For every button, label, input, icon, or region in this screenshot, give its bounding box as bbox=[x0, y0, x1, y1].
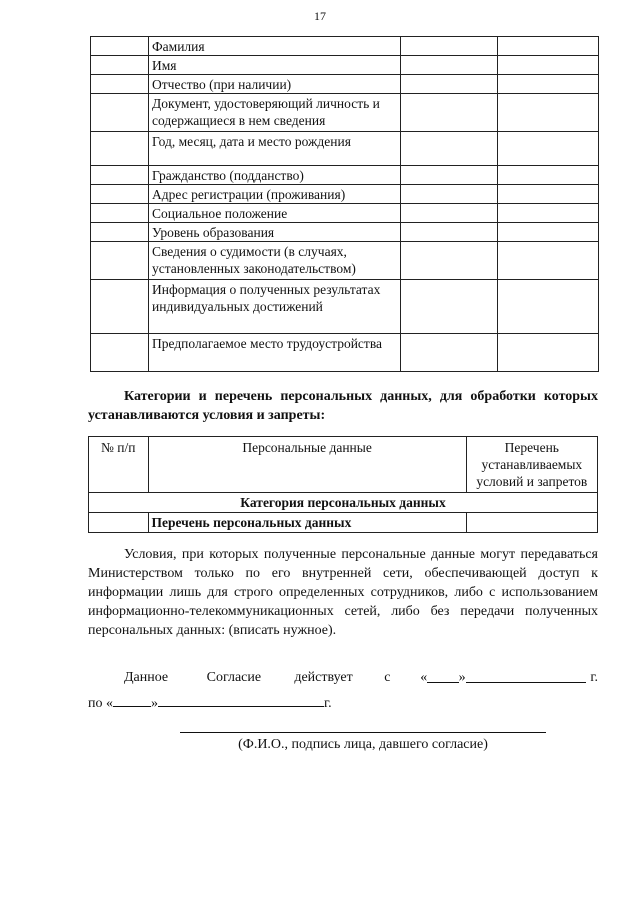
list-label: Перечень персональных данных bbox=[148, 513, 466, 533]
field-name-cell: Документ, удостоверяющий личность и содержащиеся в нем сведения bbox=[149, 94, 401, 132]
number-cell bbox=[91, 94, 149, 132]
number-cell bbox=[91, 56, 149, 75]
close-quote: » bbox=[458, 670, 466, 685]
field-value-cell[interactable] bbox=[401, 132, 498, 166]
number-cell bbox=[89, 513, 149, 533]
field-value-cell[interactable] bbox=[401, 223, 498, 242]
number-cell bbox=[91, 166, 149, 185]
table-row bbox=[91, 166, 599, 185]
table-row bbox=[91, 37, 599, 56]
signature-caption: (Ф.И.О., подпись лица, давшего согласие) bbox=[238, 737, 488, 752]
field-value-cell[interactable] bbox=[401, 37, 498, 56]
validity-from-line bbox=[88, 668, 598, 687]
validity-word: действует bbox=[294, 670, 353, 685]
number-cell bbox=[91, 204, 149, 223]
field-name-cell: Социальное положение bbox=[149, 204, 401, 223]
number-cell bbox=[91, 334, 149, 372]
field-value-cell[interactable] bbox=[498, 166, 599, 185]
field-value-cell[interactable] bbox=[401, 204, 498, 223]
field-value-cell[interactable] bbox=[498, 185, 599, 204]
field-value-cell[interactable] bbox=[401, 75, 498, 94]
personal-data-fields-table bbox=[90, 36, 599, 372]
field-name-cell: Отчество (при наличии) bbox=[149, 75, 401, 94]
conditions-paragraph: Условия, при которых полученные персональные данные могут передаваться Министерством только по его внутренней сети, обеспечивающей доступ к информации лишь для строго определенных сотрудников, либо с использованием информационно-телекоммуникационных сетей, либо без передачи полученных персональных данных: (вписать нужное). bbox=[88, 547, 598, 638]
start-date-blank[interactable] bbox=[466, 668, 587, 683]
to-prefix: по « bbox=[88, 696, 113, 711]
field-value-cell[interactable] bbox=[498, 334, 599, 372]
page-number: 17 bbox=[314, 9, 326, 23]
field-value-cell[interactable] bbox=[401, 242, 498, 280]
conditions-cell[interactable] bbox=[466, 513, 597, 533]
to-suffix: г. bbox=[324, 696, 332, 711]
table-row bbox=[91, 185, 599, 204]
field-name-cell: Фамилия bbox=[149, 37, 401, 56]
table-row bbox=[91, 94, 599, 132]
table-row bbox=[91, 204, 599, 223]
field-value-cell[interactable] bbox=[401, 56, 498, 75]
validity-word: Данное bbox=[124, 670, 169, 685]
field-value-cell[interactable] bbox=[498, 75, 599, 94]
field-name-cell: Имя bbox=[149, 56, 401, 75]
to-close-quote: » bbox=[151, 696, 158, 711]
field-value-cell[interactable] bbox=[498, 94, 599, 132]
field-value-cell[interactable] bbox=[498, 132, 599, 166]
table-row bbox=[91, 56, 599, 75]
signature-line[interactable] bbox=[180, 732, 546, 733]
category-label: Категория персональных данных bbox=[89, 493, 598, 513]
number-cell bbox=[91, 223, 149, 242]
field-value-cell[interactable] bbox=[401, 94, 498, 132]
table-header-row bbox=[89, 437, 598, 493]
validity-period bbox=[88, 668, 598, 713]
list-row bbox=[89, 513, 598, 533]
field-value-cell[interactable] bbox=[401, 280, 498, 334]
number-cell bbox=[91, 242, 149, 280]
field-value-cell[interactable] bbox=[498, 242, 599, 280]
table-row bbox=[91, 75, 599, 94]
validity-to-line bbox=[88, 692, 598, 713]
category-row bbox=[89, 493, 598, 513]
validity-word: Согласие bbox=[206, 670, 262, 685]
field-value-cell[interactable] bbox=[498, 280, 599, 334]
number-cell bbox=[91, 185, 149, 204]
column-header-conditions: Перечень устанавливаемых условий и запретов bbox=[466, 437, 597, 493]
number-cell bbox=[91, 75, 149, 94]
table-row bbox=[91, 242, 599, 280]
field-name-cell: Уровень образования bbox=[149, 223, 401, 242]
section-heading: Категории и перечень персональных данных, для обработки которых устанавливаются условия и запреты: bbox=[88, 389, 598, 423]
table-row bbox=[91, 280, 599, 334]
table-row bbox=[91, 223, 599, 242]
field-value-cell[interactable] bbox=[498, 56, 599, 75]
field-value-cell[interactable] bbox=[498, 204, 599, 223]
field-name-cell: Год, месяц, дата и место рождения bbox=[149, 132, 401, 166]
table-row bbox=[91, 334, 599, 372]
year-suffix: г. bbox=[590, 670, 598, 685]
field-value-cell[interactable] bbox=[401, 334, 498, 372]
field-name-cell: Гражданство (подданство) bbox=[149, 166, 401, 185]
field-value-cell[interactable] bbox=[498, 37, 599, 56]
field-name-cell: Информация о полученных результатах индивидуальных достижений bbox=[149, 280, 401, 334]
table-row bbox=[91, 132, 599, 166]
end-date-blank[interactable] bbox=[158, 692, 324, 707]
field-name-cell: Сведения о судимости (в случаях, установленных законодательством) bbox=[149, 242, 401, 280]
validity-word: с bbox=[384, 670, 391, 685]
field-value-cell[interactable] bbox=[498, 223, 599, 242]
field-name-cell: Предполагаемое место трудоустройства bbox=[149, 334, 401, 372]
field-name-cell: Адрес регистрации (проживания) bbox=[149, 185, 401, 204]
open-quote: « bbox=[420, 670, 428, 685]
field-value-cell[interactable] bbox=[401, 185, 498, 204]
number-cell bbox=[91, 132, 149, 166]
column-header-personal-data: Персональные данные bbox=[148, 437, 466, 493]
number-cell bbox=[91, 37, 149, 56]
number-cell bbox=[91, 280, 149, 334]
column-header-number: № п/п bbox=[89, 437, 149, 493]
start-day-blank[interactable] bbox=[427, 668, 458, 683]
categories-table bbox=[88, 436, 598, 533]
end-day-blank[interactable] bbox=[113, 692, 151, 707]
field-value-cell[interactable] bbox=[401, 166, 498, 185]
